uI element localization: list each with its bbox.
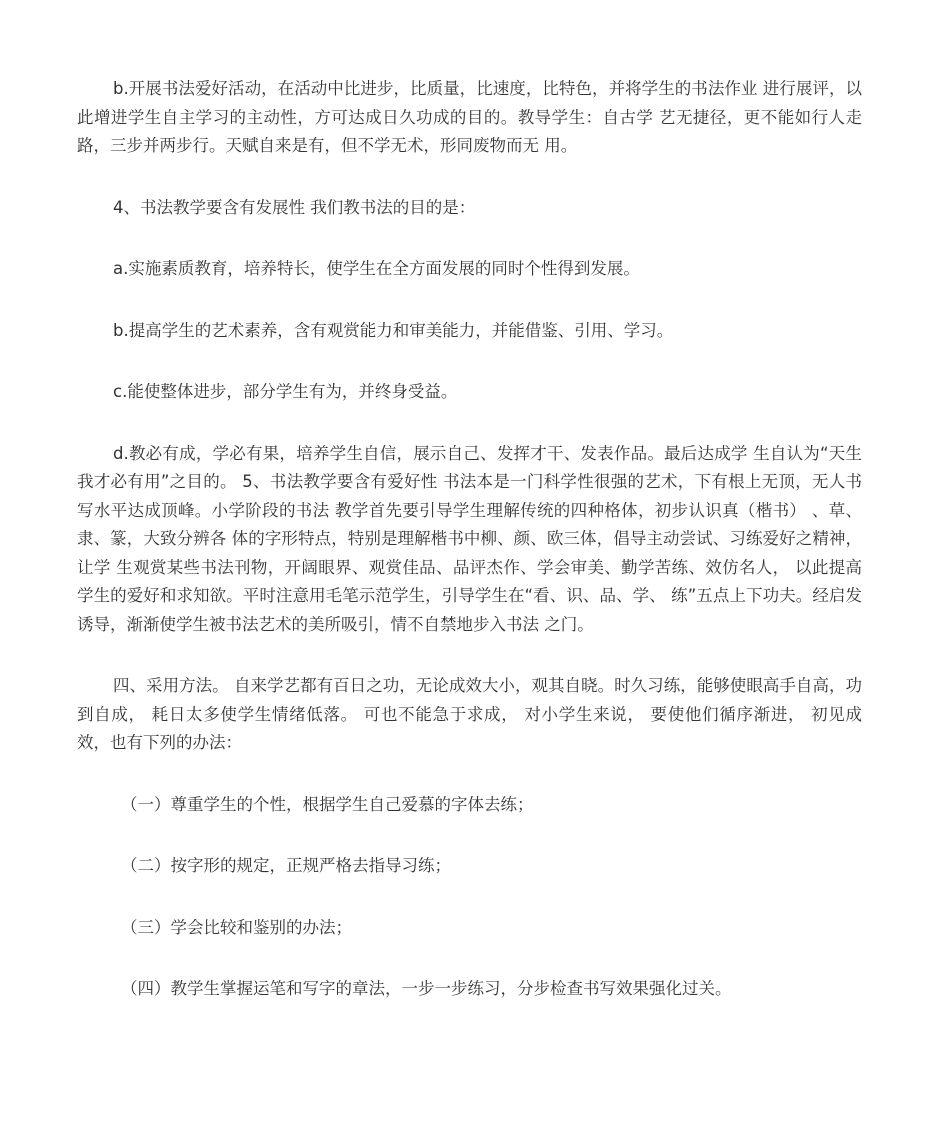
paragraph-goal-d-and-section-5: d.教必有成，学必有果，培养学生自信，展示自己、发挥才干、发表作品。最后达成学 生自认为“天生我才必有用”之目的。 5、书法教学要含有爱好性 书法本是一门科学性很强的艺术，下有根上无顶，无人书写水平达成顶峰。小学阶段的书法 教学首先要引导学生理解传统的四种格体，初步认识真（楷书） 、草、隶、篆，大致分辨各 体的字形特点，特别是理解楷书中柳、颜、欧三体，倡导主动尝试、习练爱好之精神，让学 生观赏某些书法刊物，开阔眼界、观赏佳品、品评杰作、学会审美、勤学苦练、效仿名人， 以此提高学生的爱好和求知欲。平时注意用毛笔示范学生，引导学生在“看、识、品、学、 练”五点上下功夫。经启发诱导，渐渐使学生被书法艺术的美所吸引，情不自禁地步入书法 之门。	[77, 443, 862, 634]
paragraph-goal-b: b.提高学生的艺术素养，含有观赏能力和审美能力，并能借鉴、引用、学习。	[113, 320, 674, 340]
paragraph-section-4-heading: 4、书法教学要含有发展性 我们教书法的目的是：	[113, 197, 476, 217]
document-body	[77, 75, 862, 1004]
method-item-2: （二）按字形的规定，正规严格去指导习练；	[121, 856, 451, 875]
method-item-3: （三）学会比较和鉴别的办法；	[121, 917, 352, 937]
paragraph-goal-c: c.能使整体进步，部分学生有为，并终身受益。	[113, 382, 458, 401]
paragraph-activities: b.开展书法爱好活动，在活动中比进步，比质量，比速度，比特色，并将学生的书法作业 进行展评，以此增进学生自主学习的主动性，方可达成日久功成的目的。教导学生：自古学 艺无捷径，更不能如行人走路，三步并两步行。天赋自来是有，但不学无术，形同废物而无 用。	[77, 79, 862, 155]
method-item-1: （一）尊重学生的个性，根据学生自己爱慕的字体去练；	[121, 794, 534, 814]
paragraph-goal-a: a.实施素质教育，培养特长，使学生在全方面发展的同时个性得到发展。	[113, 259, 640, 278]
method-item-4: （四）教学生掌握运笔和写字的章法，一步一步练习，分步检查书写效果强化过关。	[121, 979, 732, 998]
paragraph-section-methods: 四、采用方法。 自来学艺都有百日之功，无论成效大小，观其自晓。时久习练，能够使眼高手自高，功 到自成， 耗日太多使学生情绪低落。 可也不能急于求成， 对小学生来说， 要使他们循序渐进， 初见成效，也有下列的办法：	[77, 676, 862, 752]
